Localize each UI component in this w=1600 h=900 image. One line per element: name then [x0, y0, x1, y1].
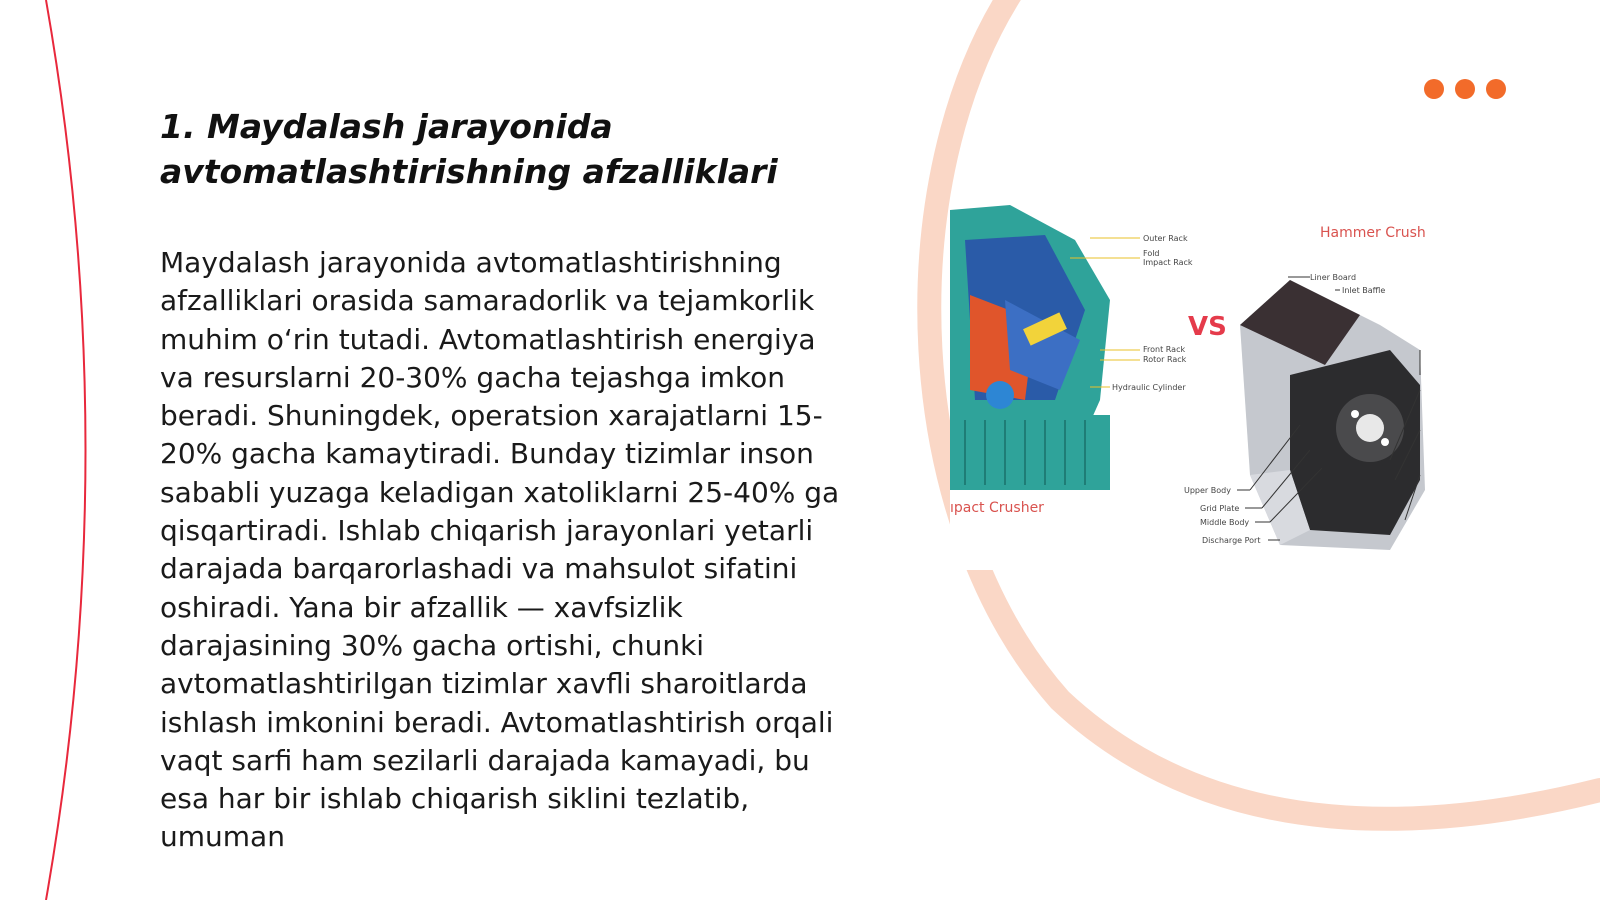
label-front-rack: Front Rack — [1143, 345, 1186, 354]
label-inlet-baffle: Inlet Baffle — [1342, 286, 1386, 295]
slide-title-line-2: avtomatlashtirishning afzalliklari — [160, 152, 778, 191]
impact-crusher-illustration — [950, 205, 1110, 490]
hammer-crusher-illustration — [1240, 280, 1425, 550]
dot-icon — [1455, 79, 1475, 99]
slide-body-text: Maydalash jarayonida avtomatlashtirishning afzalliklari orasida samaradorlik va tejamkorlik muhim o‘rin tutadi. Avtomatlashtirish energiya va resurslarni 20-30% gacha tejashga imkon beradi. Shuningdek, operatsion xarajatlarni 15-20% gacha kamaytiradi. Bunday tizimlar inson sababli yuzaga keladigan xatoliklarni 25-40% ga qisqartiradi. Ishlab chiqarish jarayonlari yetarli darajada barqarorlashadi va mahsulot sifatini oshiradi. Yana bir afzallik — xavfsizlik darajasining 30% gacha ortishi, chunki avtomatlashtirilgan tizimlar xavfli sharoitlarda ishlash imkonini beradi. Avtomatlashtirish orqali vaqt sarfi ham sezilarli darajada kamayadi, bu esa har bir ishlab chiqarish siklini tezlatib, umuman — [160, 246, 840, 854]
crusher-comparison-image — [950, 200, 1450, 570]
label-impact-rack: Impact Rack — [1143, 258, 1193, 267]
hammer-crusher-title: Hammer Crush — [1320, 225, 1426, 241]
label-hydraulic-cylinder: Hydraulic Cylinder — [1112, 383, 1186, 392]
label-outer-rack: Outer Rack — [1143, 234, 1188, 243]
label-middle-body: Middle Body — [1200, 518, 1250, 527]
left-red-curve — [46, 0, 86, 900]
label-rotor-rack: Rotor Rack — [1143, 355, 1187, 364]
label-grid-plate: Grid Plate — [1200, 504, 1240, 513]
vs-label: VS — [1188, 312, 1227, 342]
label-fold: Fold — [1143, 249, 1160, 258]
impact-crusher-caption: ıpact Crusher — [950, 500, 1044, 516]
decorative-dots — [1424, 79, 1506, 99]
dot-icon — [1424, 79, 1444, 99]
slide-title — [160, 104, 880, 194]
label-liner-board: Liner Board — [1310, 273, 1357, 282]
label-upper-body: Upper Body — [1184, 486, 1231, 495]
slide-title-line-1: 1. Maydalash jarayonida — [160, 107, 613, 146]
dot-icon — [1486, 79, 1506, 99]
label-discharge-port: Discharge Port — [1202, 536, 1261, 545]
